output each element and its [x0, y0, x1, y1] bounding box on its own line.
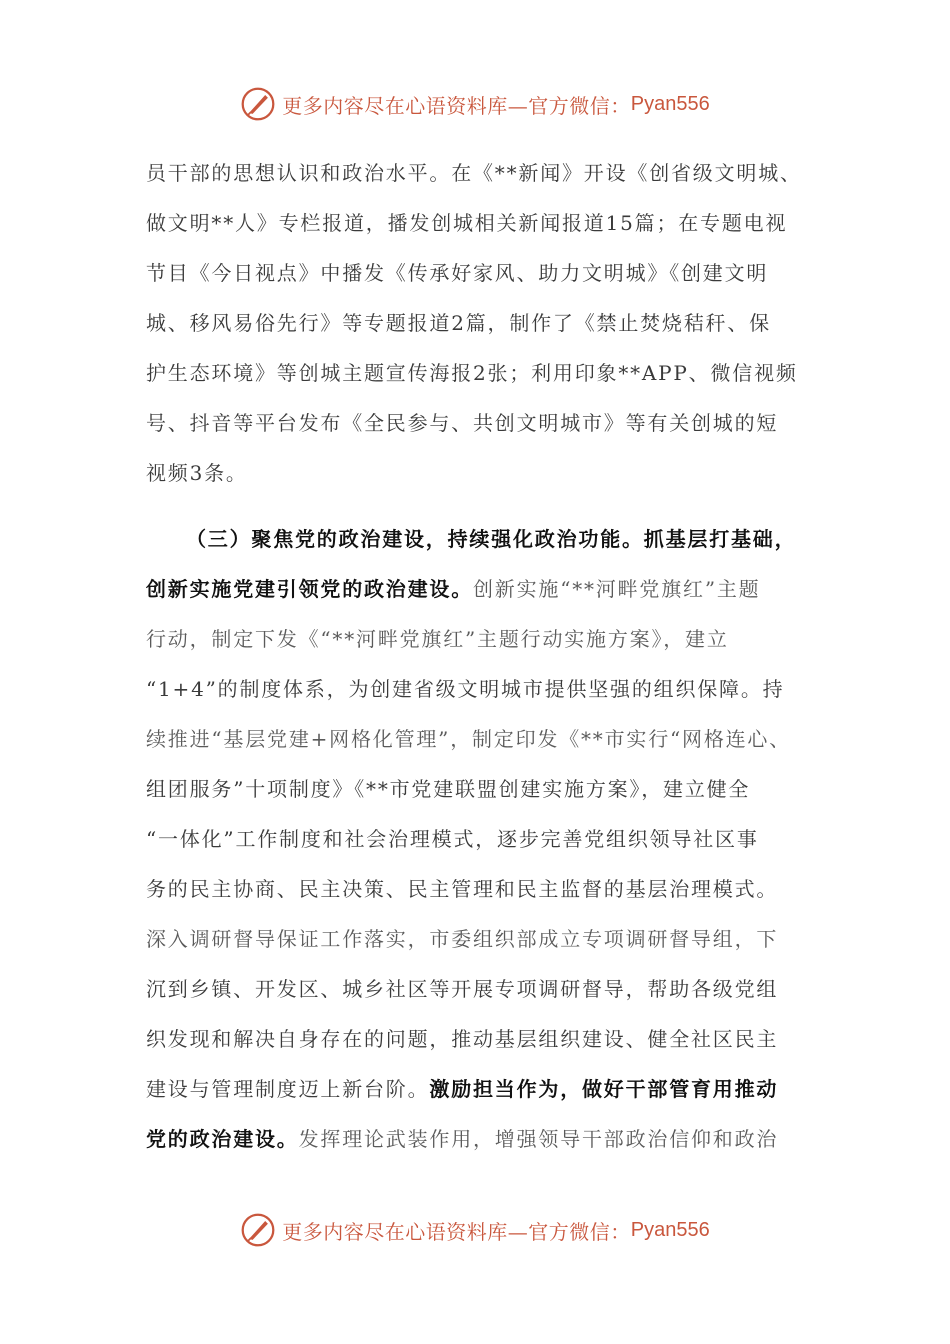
text-line: 视频3条。 — [146, 461, 248, 485]
bold-lead: 激励担当作为，做好干部管育用推动 — [429, 1077, 779, 1101]
header-banner — [0, 82, 950, 126]
text-line: 组团服务”十项制度》《**市党建联盟创建实施方案》，建立健全 — [146, 777, 751, 801]
banner-text: 更多内容尽在心语资料库—官方微信： — [282, 93, 631, 118]
text-line — [146, 1064, 814, 1114]
line-rest: 发挥理论武装作用，增强领导干部政治信仰和政治 — [298, 1127, 779, 1151]
text-line: 做文明**人》专栏报道，播发创城相关新闻报道15篇；在专题电视 — [146, 211, 788, 235]
line-start: 建设与管理制度迈上新台阶。 — [146, 1077, 430, 1101]
text-line: 员干部的思想认识和政治水平。在《**新闻》开设《创省级文明城、 — [146, 161, 802, 185]
text-line: 务的民主协商、民主决策、民主管理和民主监督的基层治理模式。 — [146, 877, 779, 901]
quill-logo-icon — [240, 86, 276, 122]
text-line: 续推进“基层党建+网格化管理”，制定印发《**市实行“网格连心、 — [146, 727, 792, 751]
text-line: 号、抖音等平台发布《全民参与、共创文明城市》等有关创城的短 — [146, 411, 779, 435]
section-heading: （三）聚焦党的政治建设，持续强化政治功能。抓基层打基础， — [186, 527, 797, 551]
text-line — [146, 1114, 814, 1164]
document-body — [146, 148, 814, 1164]
text-line: 城、移风易俗先行》等专题报道2篇，制作了《禁止焚烧秸秆、保 — [146, 311, 771, 335]
footer-banner — [0, 1208, 950, 1252]
banner-wechat-id: Pyan556 — [630, 92, 710, 115]
quill-logo-icon — [240, 1212, 276, 1248]
text-line — [146, 564, 814, 614]
text-line: 深入调研督导保证工作落实，市委组织部成立专项调研督导组，下 — [146, 927, 779, 951]
text-line: 行动，制定下发《“**河畔党旗红”主题行动实施方案》，建立 — [146, 627, 729, 651]
text-line: “一体化”工作制度和社会治理模式，逐步完善党组织领导社区事 — [146, 827, 759, 851]
text-line: “1+4”的制度体系，为创建省级文明城市提供坚强的组织保障。持 — [146, 677, 785, 701]
text-line: 节目《今日视点》中播发《传承好家风、助力文明城》《创建文明 — [146, 261, 769, 285]
bold-lead: 创新实施党建引领党的政治建设。 — [146, 577, 473, 601]
text-line: 护生态环境》等创城主题宣传海报2张；利用印象**APP、微信视频 — [146, 361, 798, 385]
banner-wechat-id: Pyan556 — [630, 1218, 710, 1241]
text-line: 织发现和解决自身存在的问题，推动基层组织建设、健全社区民主 — [146, 1027, 779, 1051]
bold-lead: 党的政治建设。 — [146, 1127, 299, 1151]
banner-text: 更多内容尽在心语资料库—官方微信： — [282, 1219, 631, 1244]
text-line: 沉到乡镇、开发区、城乡社区等开展专项调研督导，帮助各级党组 — [146, 977, 779, 1001]
line-rest: 创新实施“**河畔党旗红”主题 — [473, 577, 761, 601]
